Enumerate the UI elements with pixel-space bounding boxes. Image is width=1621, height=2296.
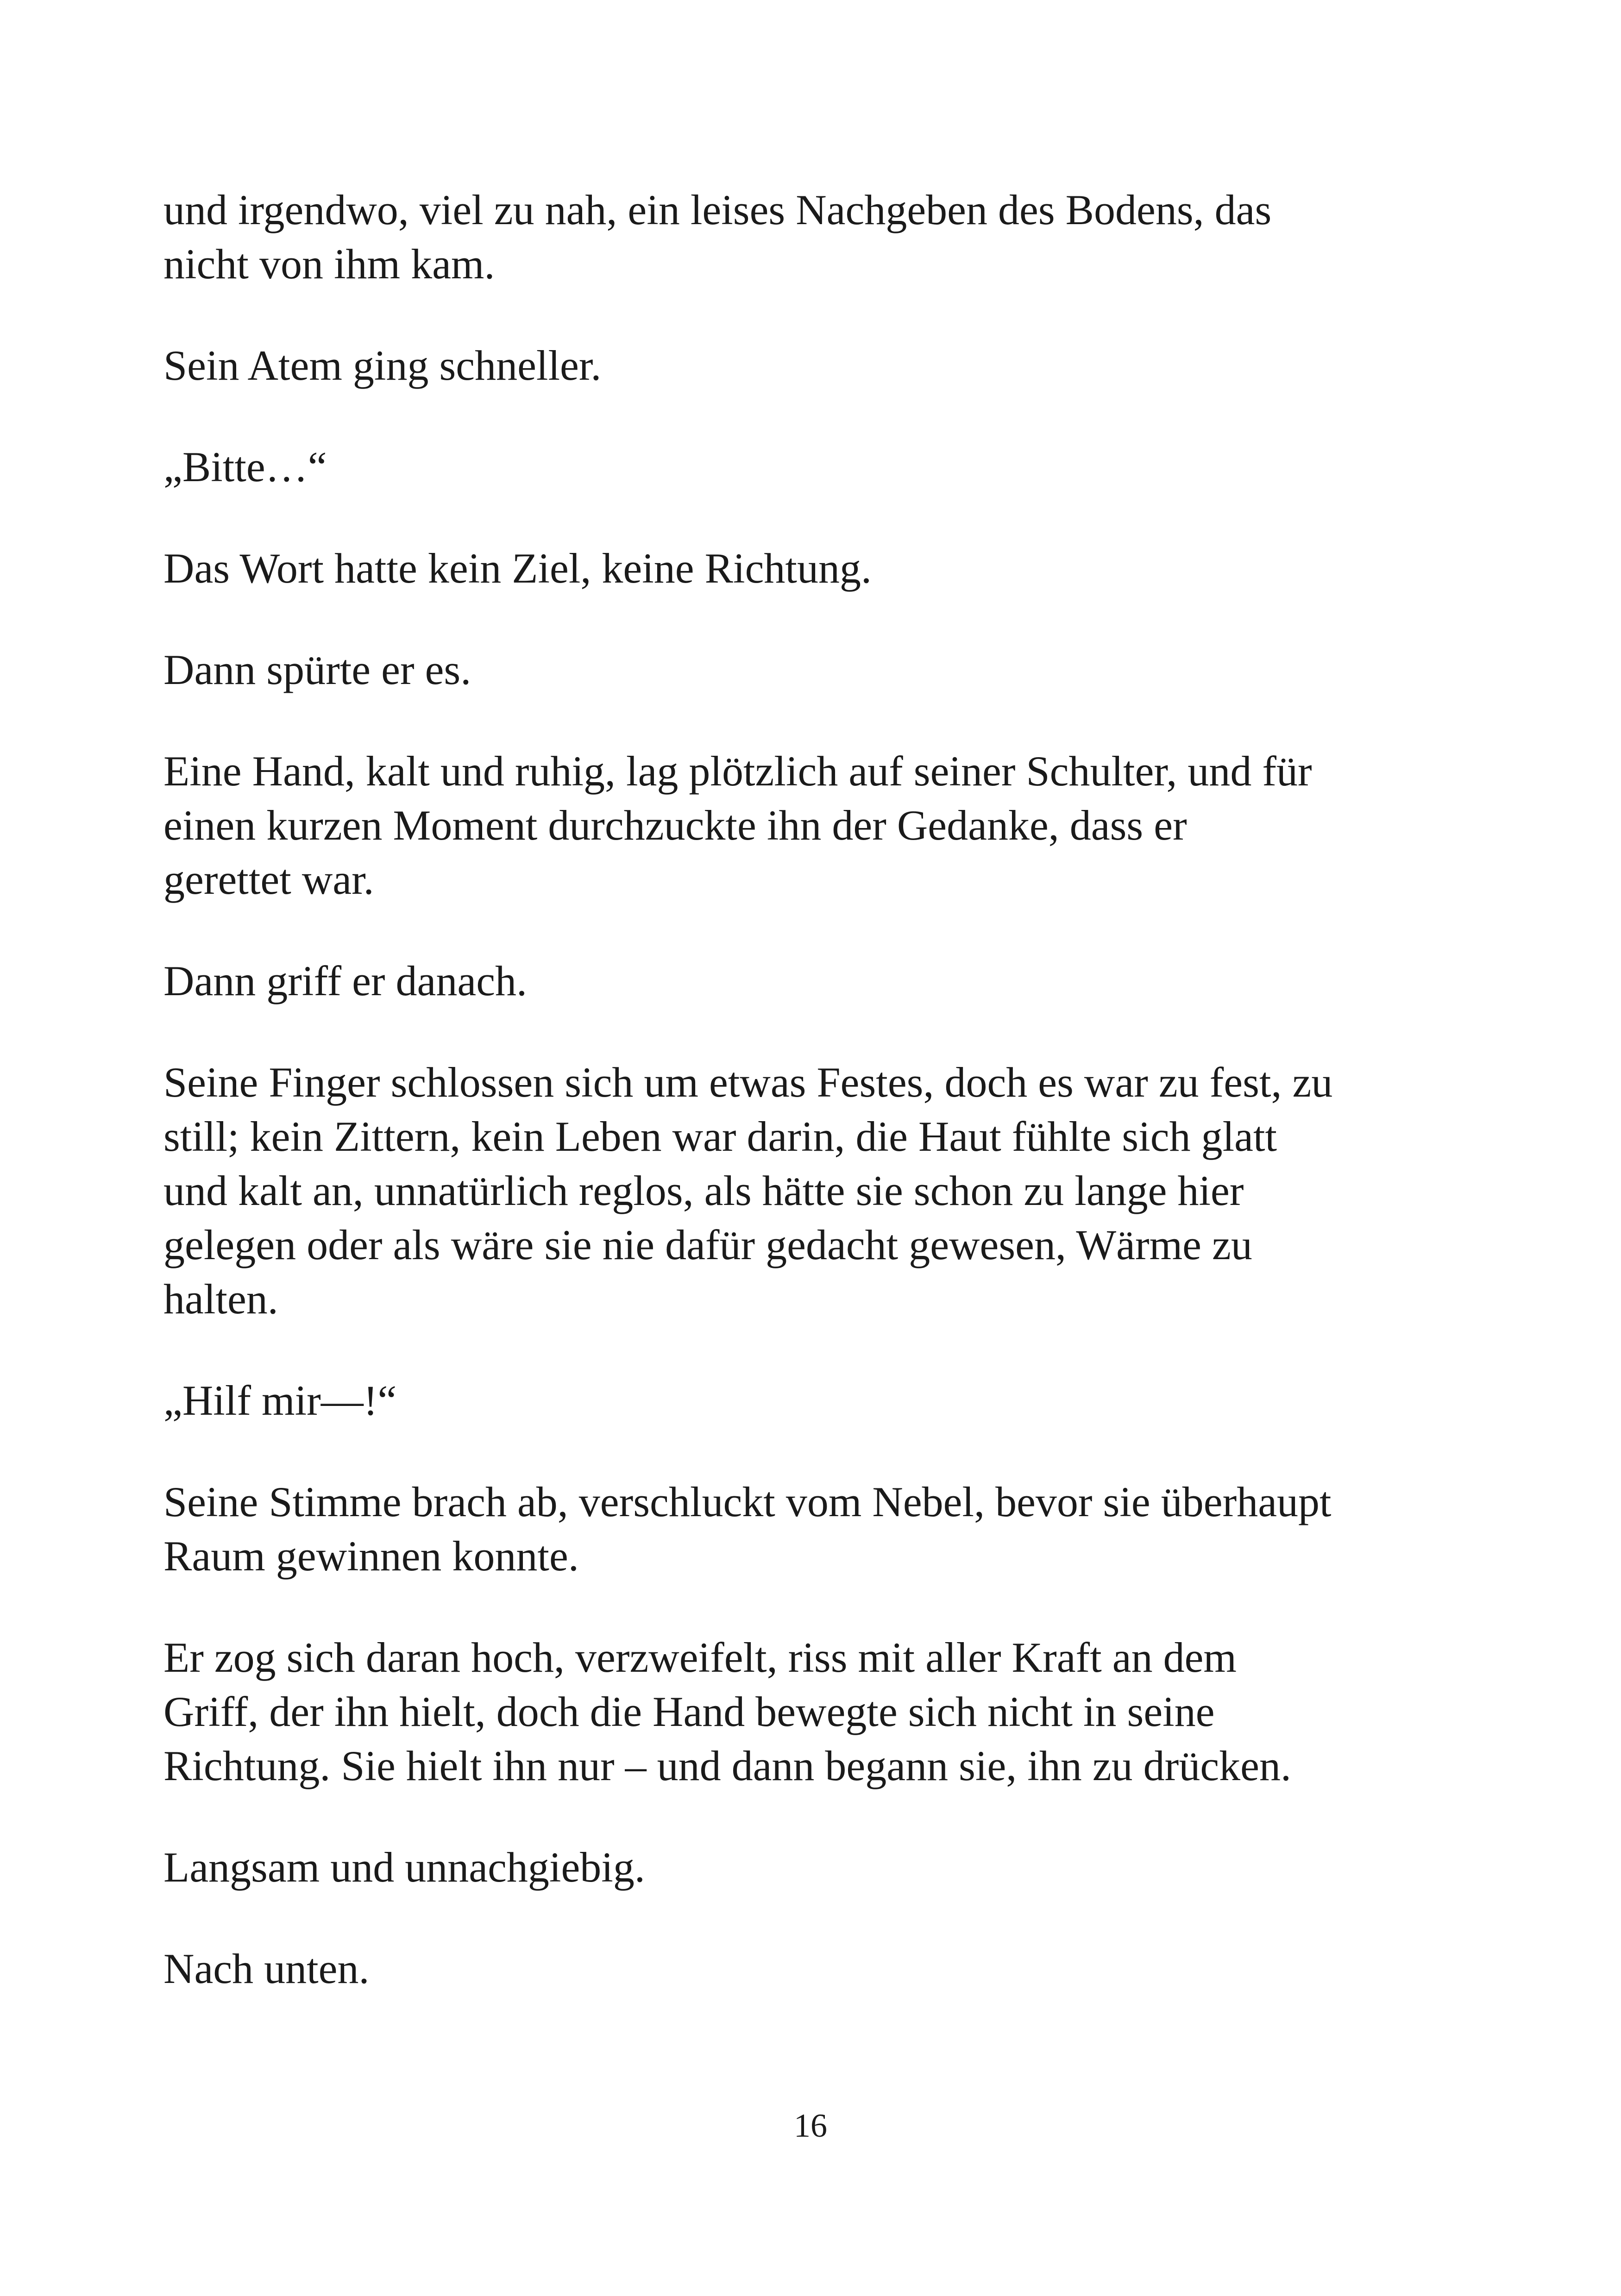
paragraph: Eine Hand, kalt und ruhig, lag plötzlich auf seiner Schulter, und für einen kurzen Moment durchzuckte ihn der Gedanke, dass er gerettet war. <box>163 747 1312 903</box>
page-number: 16 <box>794 2107 827 2144</box>
paragraph: Das Wort hatte kein Ziel, keine Richtung. <box>163 545 872 592</box>
body-text <box>163 183 1470 2043</box>
paragraph: Dann spürte er es. <box>163 646 471 693</box>
paragraph: Nach unten. <box>163 1945 370 1992</box>
paragraph: Seine Stimme brach ab, verschluckt vom Nebel, bevor sie überhaupt Raum gewinnen konnte. <box>163 1478 1332 1580</box>
dialogue-paragraph: „Bitte…“ <box>163 443 327 490</box>
paragraph: Langsam und unnachgiebig. <box>163 1844 645 1891</box>
paragraph: Er zog sich daran hoch, verzweifelt, riss mit aller Kraft an dem Griff, der ihn hielt, doch die Hand bewegte sich nicht in seine Richtung. Sie hielt ihn nur – und dann begann sie, ihn zu drücken. <box>163 1634 1291 1789</box>
paragraph: Seine Finger schlossen sich um etwas Festes, doch es war zu fest, zu still; kein Zittern, kein Leben war darin, die Haut fühlte sich glatt und kalt an, unnatürlich reglos, als hätte sie schon zu lange hier gelegen oder als wäre sie nie dafür gedacht gewesen, Wärme zu halten. <box>163 1059 1333 1323</box>
paragraph: Dann griff er danach. <box>163 957 528 1004</box>
paragraph: und irgendwo, viel zu nah, ein leises Nachgeben des Bodens, das nicht von ihm kam. <box>163 186 1272 288</box>
paragraph: Sein Atem ging schneller. <box>163 342 602 389</box>
dialogue-paragraph: „Hilf mir—!“ <box>163 1377 397 1424</box>
